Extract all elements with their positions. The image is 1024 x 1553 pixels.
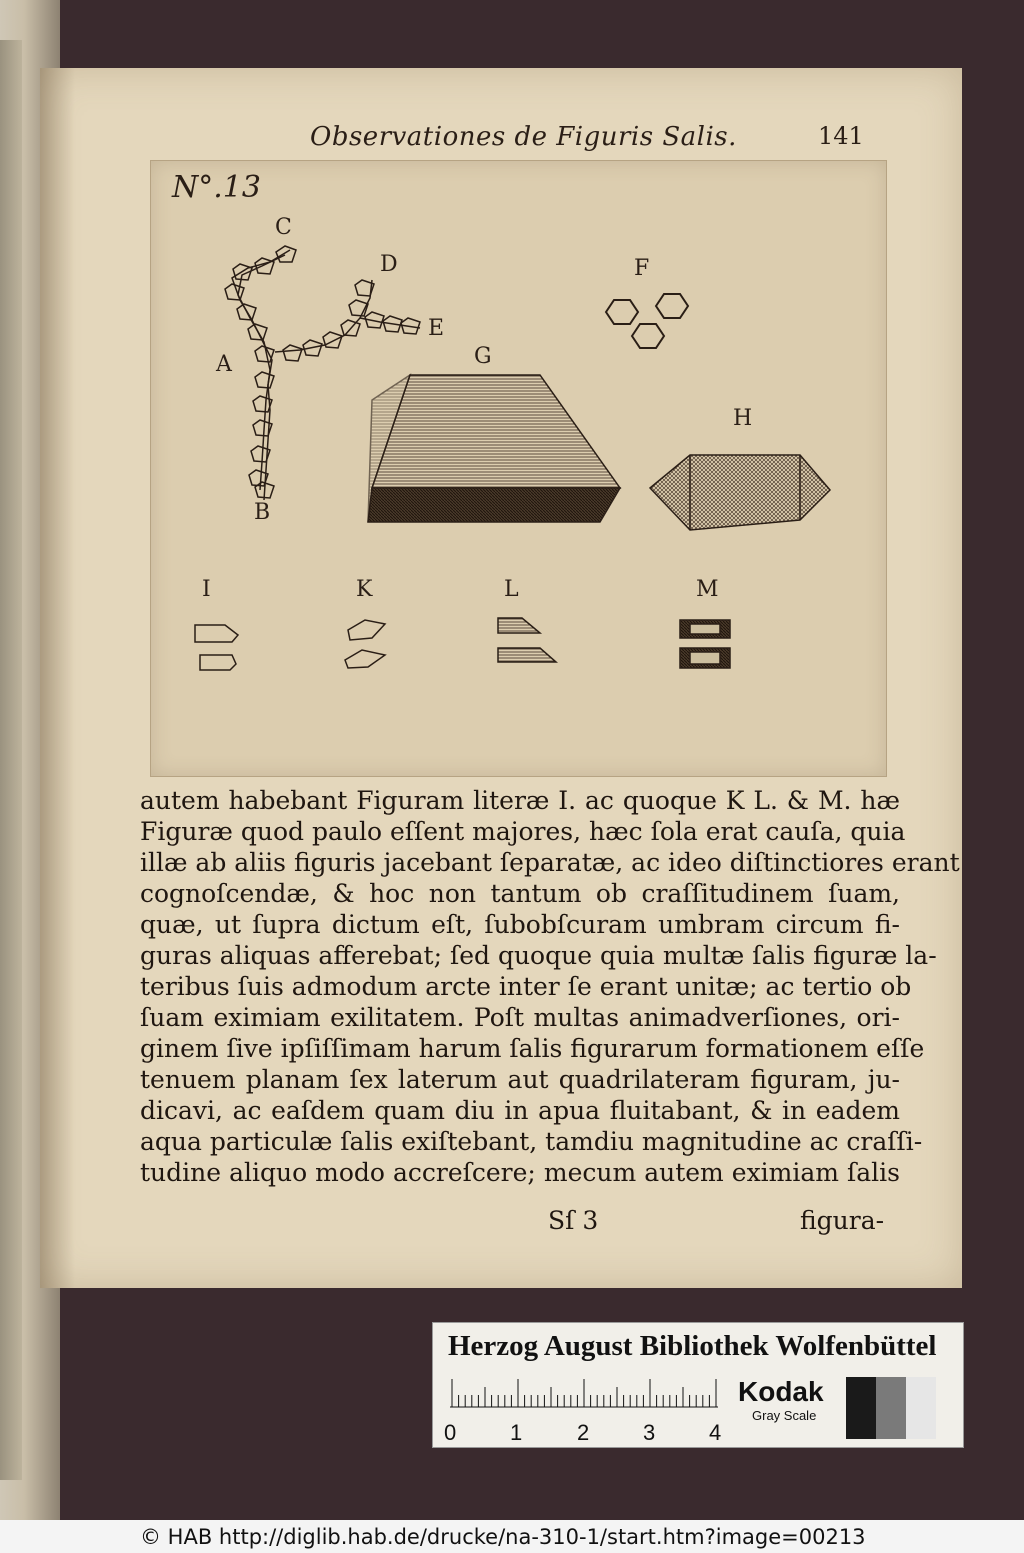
gray-swatch-black [846,1377,876,1439]
text-line: dicavi, ac eaſdem quam diu in apua fluitabant, & in eadem [140,1096,900,1125]
ruler-number: 3 [643,1420,656,1445]
signature-mark: Sſ 3 [548,1206,599,1235]
ruler-number: 2 [577,1420,590,1445]
text-line: illæ ab aliis figuris jacebant ſeparatæ, ac ideo diſtinctiores erant [140,848,960,877]
crystal-h-prism [650,455,830,530]
text-line: quæ, ut ſupra dictum eſt, ſubobſcuram umbram circum fi- [140,910,900,939]
plate-label-d: D [380,252,398,277]
gray-scale-label: Gray Scale [752,1408,817,1423]
page-number: 141 [818,122,864,150]
plate-label-f: F [634,256,650,281]
running-head: Observationes de Figuris Salis. [310,122,737,152]
text-line: tudine aliquo modo accreſcere; mecum autem eximiam ſalis [140,1158,900,1187]
crystal-f-hexagons [606,294,688,348]
text-line: guras aliquas afferebat; ſed quoque quia multæ ſalis figuræ la- [140,941,937,970]
plate-label-i: I [202,577,211,602]
library-name: Herzog August Bibliothek Wolfenbüttel [448,1330,937,1362]
ruler-number: 1 [510,1420,523,1445]
ruler-scale [448,1378,720,1408]
plate-number: N°.13 [172,170,261,205]
text-line: autem habebant Figuram literæ I. ac quoque K L. & M. hæ [140,786,900,815]
plate-label-l: L [504,577,519,602]
plate-label-m: M [696,577,719,602]
text-line: aqua particulæ ſalis exiſtebant, tamdiu magnitudine ac craſſi- [140,1127,923,1156]
text-line: Figuræ quod paulo eſſent majores, hæc ſola erat cauſa, quia [140,817,906,846]
plate-label-g: G [474,344,492,369]
crystal-g-block [368,375,620,522]
text-line: teribus ſuis admodum arcte inter ſe erant unitæ; ac tertio ob [140,972,912,1001]
crystal-m-shapes [680,620,730,668]
ruler-number: 0 [444,1420,457,1445]
plate-label-b: B [254,500,271,525]
plate-label-h: H [733,406,753,431]
crystal-i-shapes [195,625,238,670]
kodak-logo: Kodak [738,1376,824,1407]
text-line: cognoſcendæ, & hoc non tantum ob craſſitudinem ſuam, [140,879,900,908]
text-line: tenuem planam ſex laterum aut quadrilateram figuram, ju- [140,1065,900,1094]
gray-swatch-white [906,1377,936,1439]
crystal-l-shapes [498,618,556,662]
catchword: figura- [800,1206,885,1235]
crystal-chain-de [275,280,420,361]
plate-label-c: C [275,215,292,240]
plate-label-k: K [356,577,373,602]
plate-label-a: A [216,352,232,377]
text-line: ginem ſive ipſiſſimam harum ſalis figurarum formationem eſſe [140,1034,925,1063]
text-line: ſuam eximiam exilitatem. Poſt multas animadverſiones, ori- [140,1003,900,1032]
gray-swatch-mid [876,1377,906,1439]
plate-label-e: E [428,316,445,341]
crystal-chain-abc [225,246,296,500]
ruler-number: 4 [709,1420,722,1445]
crystal-k-shapes [345,620,385,668]
body-text [140,785,960,1188]
footer-copyright: © HAB http://diglib.hab.de/drucke/na-310-1/start.htm?image=00213 [140,1525,866,1549]
